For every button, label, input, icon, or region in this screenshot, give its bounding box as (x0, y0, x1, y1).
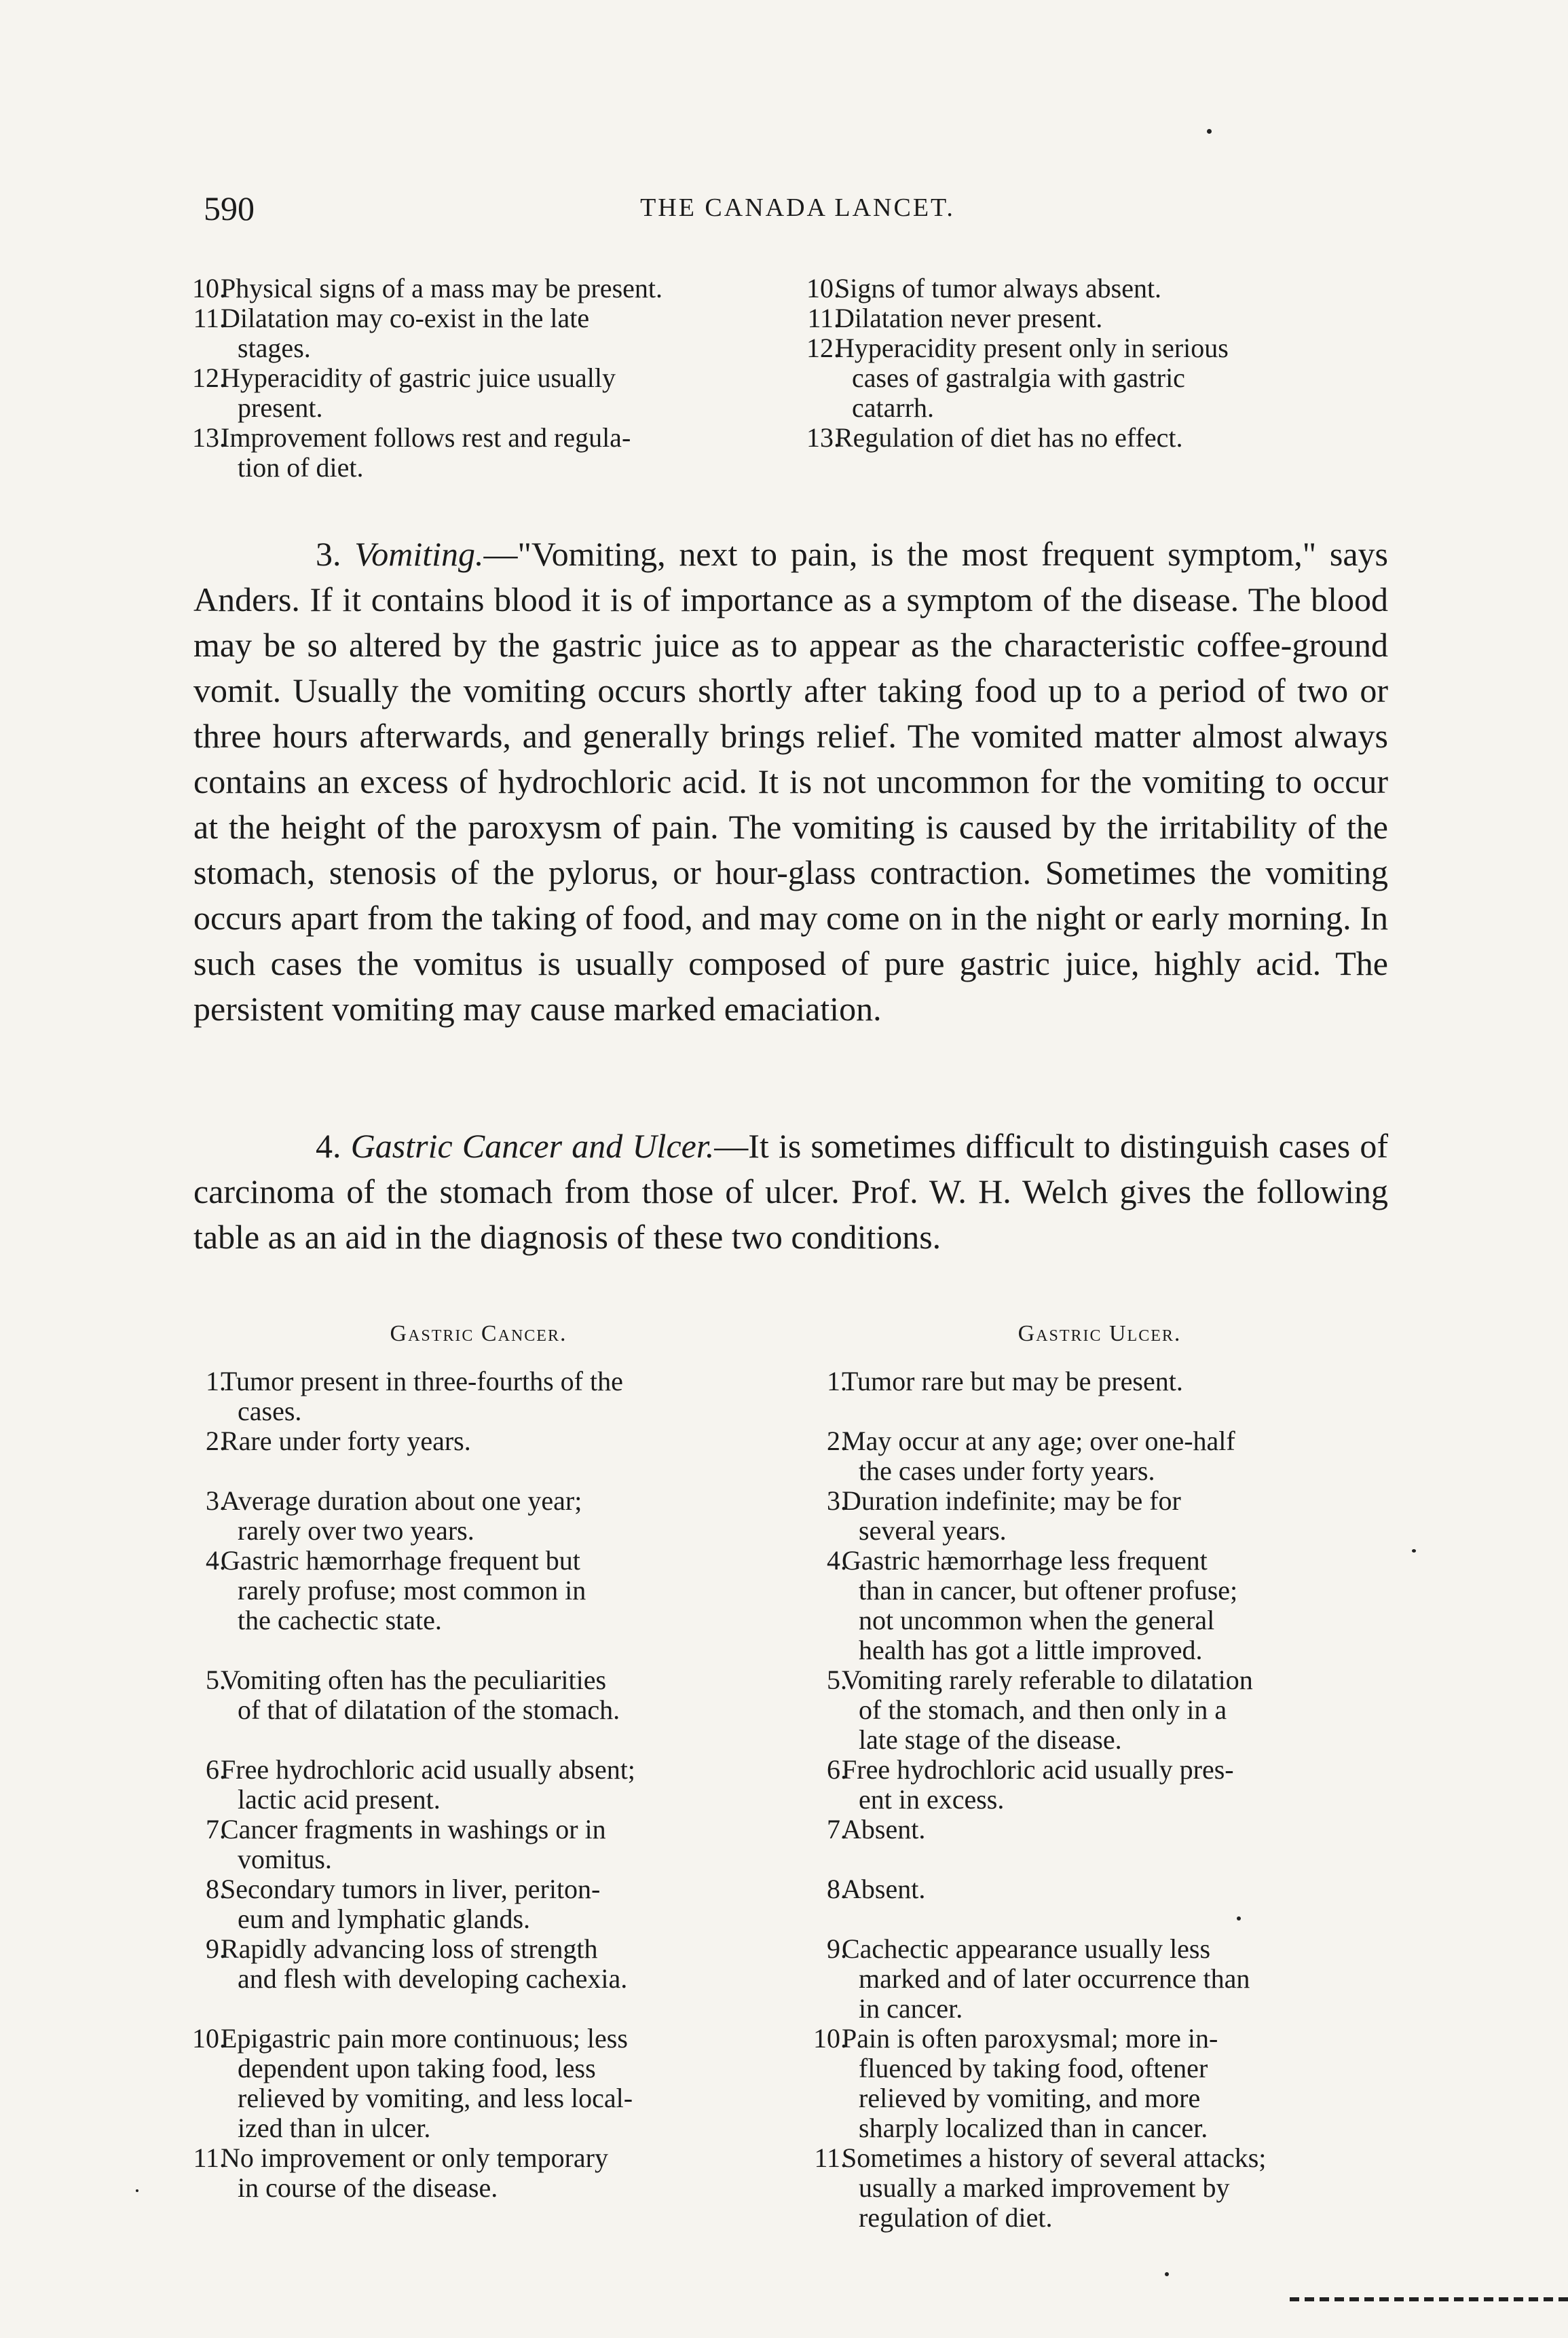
item-line: Average duration about one year; (221, 1485, 582, 1516)
item-number: 11. (807, 303, 840, 333)
item-number: 6. (827, 1754, 847, 1785)
item-number: 12. (192, 363, 226, 393)
item-text (801, 1755, 1398, 1815)
item-line: relieved by vomiting, and less local- (238, 2083, 633, 2113)
item-line: ized than in ulcer. (238, 2113, 431, 2143)
item-number: 10. (192, 273, 226, 303)
item-line: the cases under forty years. (859, 1455, 1155, 1486)
item-line: ent in excess. (859, 1784, 1005, 1815)
item-line: Dilatation never present. (835, 303, 1103, 333)
page-header (204, 189, 1392, 236)
item-line: catarrh. (852, 392, 935, 423)
item-text (180, 363, 777, 423)
list-item (180, 1665, 777, 1725)
list-item (180, 1815, 777, 1874)
item-number: 4. (827, 1545, 847, 1576)
ink-speck (136, 2189, 138, 2192)
column-heading-gastric-ulcer: Gastric Ulcer. (1018, 1321, 1182, 1346)
item-text (801, 1874, 1398, 1904)
item-text (180, 423, 777, 483)
scan-edge-rule (1290, 2297, 1568, 2301)
item-line: not uncommon when the general (859, 1605, 1215, 1635)
list-item (180, 1874, 777, 1934)
item-number: 6. (206, 1754, 226, 1785)
item-text (180, 303, 777, 363)
item-line: stages. (238, 333, 311, 363)
item-line: several years. (859, 1515, 1007, 1546)
item-text (801, 1665, 1398, 1755)
item-number: 11. (193, 303, 226, 333)
list-item (180, 363, 777, 423)
item-line: Secondary tumors in liver, periton- (221, 1874, 601, 1904)
list-item (180, 274, 777, 303)
item-text (180, 274, 777, 303)
item-text (180, 1367, 777, 1426)
item-line: rarely over two years. (238, 1515, 474, 1546)
item-line: lactic acid present. (238, 1784, 441, 1815)
item-line: dependent upon taking food, less (238, 2053, 596, 2083)
item-number: 1. (827, 1366, 847, 1396)
item-line: Cachectic appearance usually less (842, 1933, 1211, 1964)
item-line: Absent. (842, 1874, 926, 1904)
item-text (180, 1755, 777, 1815)
item-line: in cancer. (859, 1993, 963, 2024)
item-number: 10. (806, 273, 840, 303)
item-text (801, 1934, 1398, 2024)
item-text (801, 1426, 1398, 1486)
list-item (801, 1934, 1398, 2024)
item-text (180, 1874, 777, 1934)
item-line: tion of diet. (238, 452, 364, 483)
list-item (180, 1486, 777, 1546)
paragraph-number: 3. (316, 535, 341, 573)
item-number: 11. (814, 2142, 847, 2173)
item-number: 10. (192, 2023, 226, 2054)
item-number: 2. (206, 1426, 226, 1456)
item-text (180, 1815, 777, 1874)
item-number: 5. (827, 1665, 847, 1695)
ink-speck (1207, 129, 1212, 134)
item-line: Physical signs of a mass may be present. (221, 273, 662, 303)
item-line: Gastric hæmorrhage less frequent (842, 1545, 1208, 1576)
column-heading-gastric-cancer: Gastric Cancer. (390, 1321, 567, 1346)
ink-speck (1165, 2272, 1169, 2276)
paragraph-number: 4. (316, 1127, 341, 1165)
list-item (801, 1665, 1398, 1755)
item-number: 3. (206, 1485, 226, 1516)
paragraph-text: —"Vomiting, next to pain, is the most frequent symptom," says Anders. If it contains blood it is of importance as a symptom of the disease. The blood may be so altered by the gastric juice as to appear as the characteristic coffee-ground vomit. Usually the vomiting occurs shortly after taking food up to a period of two or three hours afterwards, and generally brings relief. The vomited matter almost always contains an excess of hydrochloric acid. It is not uncommon for the vomiting to occur at the height of the paroxysm of pain. The vomiting is caused by the irritability of the stomach, stenosis of the pylorus, or hour-glass contraction. Sometimes the vomiting occurs apart from the taking of food, and may come on in the night or early morning. In such cases the vomitus is usually composed of pure gastric juice, highly acid. The persistent vomiting may cause marked emaciation. (193, 535, 1389, 1028)
paragraph-heading: Gastric Cancer and Ulcer. (350, 1127, 715, 1165)
item-line: Hyperacidity of gastric juice usually (221, 363, 616, 393)
list-item (180, 1367, 777, 1426)
item-line: than in cancer, but oftener profuse; (859, 1575, 1238, 1606)
item-text (180, 1546, 777, 1635)
item-text (794, 303, 1392, 333)
item-line: Cancer fragments in washings or in (221, 1814, 606, 1844)
item-line: usually a marked improvement by (859, 2172, 1230, 2203)
item-line: Duration indefinite; may be for (842, 1485, 1181, 1516)
item-number: 3. (827, 1485, 847, 1516)
list-item (180, 2143, 777, 2203)
item-number: 7. (827, 1814, 847, 1844)
item-line: the cachectic state. (238, 1605, 442, 1635)
item-line: Signs of tumor always absent. (835, 273, 1162, 303)
list-item (801, 1546, 1398, 1665)
item-text (794, 423, 1392, 453)
list-item (180, 1426, 777, 1456)
list-item (794, 333, 1392, 423)
page-number: 590 (204, 189, 255, 227)
item-text (801, 1546, 1398, 1665)
item-line: cases of gastralgia with gastric (852, 363, 1185, 393)
item-line: Hyperacidity present only in serious (835, 333, 1229, 363)
list-item (180, 423, 777, 483)
item-number: 13. (192, 422, 226, 453)
item-text (801, 1815, 1398, 1844)
item-text (801, 2143, 1398, 2233)
item-text (180, 1934, 777, 1994)
item-number: 5. (206, 1665, 226, 1695)
item-text (794, 333, 1392, 423)
list-item (180, 2024, 777, 2143)
list-item (801, 1874, 1398, 1904)
item-number: 4. (206, 1545, 226, 1576)
list-item (801, 1815, 1398, 1844)
list-item (794, 303, 1392, 333)
list-item (801, 1367, 1398, 1396)
item-line: rarely profuse; most common in (238, 1575, 586, 1606)
item-number: 12. (806, 333, 840, 363)
item-line: Sometimes a history of several attacks; (842, 2142, 1267, 2173)
list-item (794, 274, 1392, 303)
item-line: Dilatation may co-exist in the late (221, 303, 590, 333)
item-line: Free hydrochloric acid usually absent; (221, 1754, 635, 1785)
item-number: 1. (206, 1366, 226, 1396)
item-text (180, 2024, 777, 2143)
item-number: 8. (827, 1874, 847, 1904)
item-line: Tumor rare but may be present. (842, 1366, 1183, 1396)
item-text (801, 1367, 1398, 1396)
item-line: Vomiting rarely referable to dilatation (842, 1665, 1253, 1695)
item-line: fluenced by taking food, oftener (859, 2053, 1208, 2083)
item-line: present. (238, 392, 323, 423)
item-line: late stage of the disease. (859, 1724, 1122, 1755)
item-line: Rapidly advancing loss of strength (221, 1933, 598, 1964)
item-text (801, 1486, 1398, 1546)
paragraph-cancer-ulcer (193, 1124, 1388, 1260)
item-line: May occur at any age; over one-half (842, 1426, 1235, 1456)
item-line: and flesh with developing cachexia. (238, 1963, 628, 1994)
item-line: cases. (238, 1396, 302, 1426)
paragraph-heading: Vomiting. (354, 535, 484, 573)
item-text (180, 2143, 777, 2203)
item-line: marked and of later occurrence than (859, 1963, 1250, 1994)
paragraph-vomiting (193, 532, 1388, 1032)
list-item (180, 303, 777, 363)
item-number: 8. (206, 1874, 226, 1904)
item-line: Absent. (842, 1814, 926, 1844)
item-line: regulation of diet. (859, 2202, 1053, 2233)
list-item (180, 1934, 777, 1994)
ink-speck (1237, 1916, 1241, 1920)
item-line: sharply localized than in cancer. (859, 2113, 1208, 2143)
item-line: Tumor present in three-fourths of the (221, 1366, 623, 1396)
item-line: Regulation of diet has no effect. (835, 422, 1183, 453)
item-line: of the stomach, and then only in a (859, 1694, 1227, 1725)
item-number: 11. (193, 2142, 226, 2173)
item-line: Vomiting often has the peculiarities (221, 1665, 607, 1695)
item-line: of that of dilatation of the stomach. (238, 1694, 620, 1725)
item-line: No improvement or only temporary (221, 2142, 608, 2173)
item-line: eum and lymphatic glands. (238, 1904, 531, 1934)
item-number: 7. (206, 1814, 226, 1844)
item-line: Gastric hæmorrhage frequent but (221, 1545, 580, 1576)
item-text (180, 1665, 777, 1725)
item-number: 9. (827, 1933, 847, 1964)
list-item (801, 2143, 1398, 2233)
item-line: health has got a little improved. (859, 1635, 1203, 1665)
item-text (801, 2024, 1398, 2143)
item-number: 13. (806, 422, 840, 453)
item-text (180, 1486, 777, 1546)
paragraph-text: —It is sometimes difficult to distinguish cases of carcinoma of the stomach from those of ulcer. Prof. W. H. Welch gives the following table as an aid in the diagnosis of these two conditions. (193, 1127, 1388, 1256)
item-text (794, 274, 1392, 303)
item-line: Free hydrochloric acid usually pres- (842, 1754, 1234, 1785)
item-line: Pain is often paroxysmal; more in- (842, 2023, 1218, 2054)
item-line: relieved by vomiting, and more (859, 2083, 1201, 2113)
item-line: Epigastric pain more continuous; less (221, 2023, 628, 2054)
item-text (180, 1426, 777, 1456)
item-line: vomitus. (238, 1844, 332, 1874)
item-line: in course of the disease. (238, 2172, 498, 2203)
journal-title: THE CANADA LANCET. (640, 193, 955, 222)
item-line: Improvement follows rest and regula- (221, 422, 631, 453)
item-number: 2. (827, 1426, 847, 1456)
list-item (180, 1546, 777, 1635)
item-number: 9. (206, 1933, 226, 1964)
list-item (801, 1426, 1398, 1486)
list-item (801, 2024, 1398, 2143)
ink-speck (1412, 1549, 1416, 1553)
list-item (801, 1755, 1398, 1815)
item-number: 10. (813, 2023, 847, 2054)
item-line: Rare under forty years. (221, 1426, 471, 1456)
list-item (794, 423, 1392, 453)
list-item (180, 1755, 777, 1815)
list-item (801, 1486, 1398, 1546)
